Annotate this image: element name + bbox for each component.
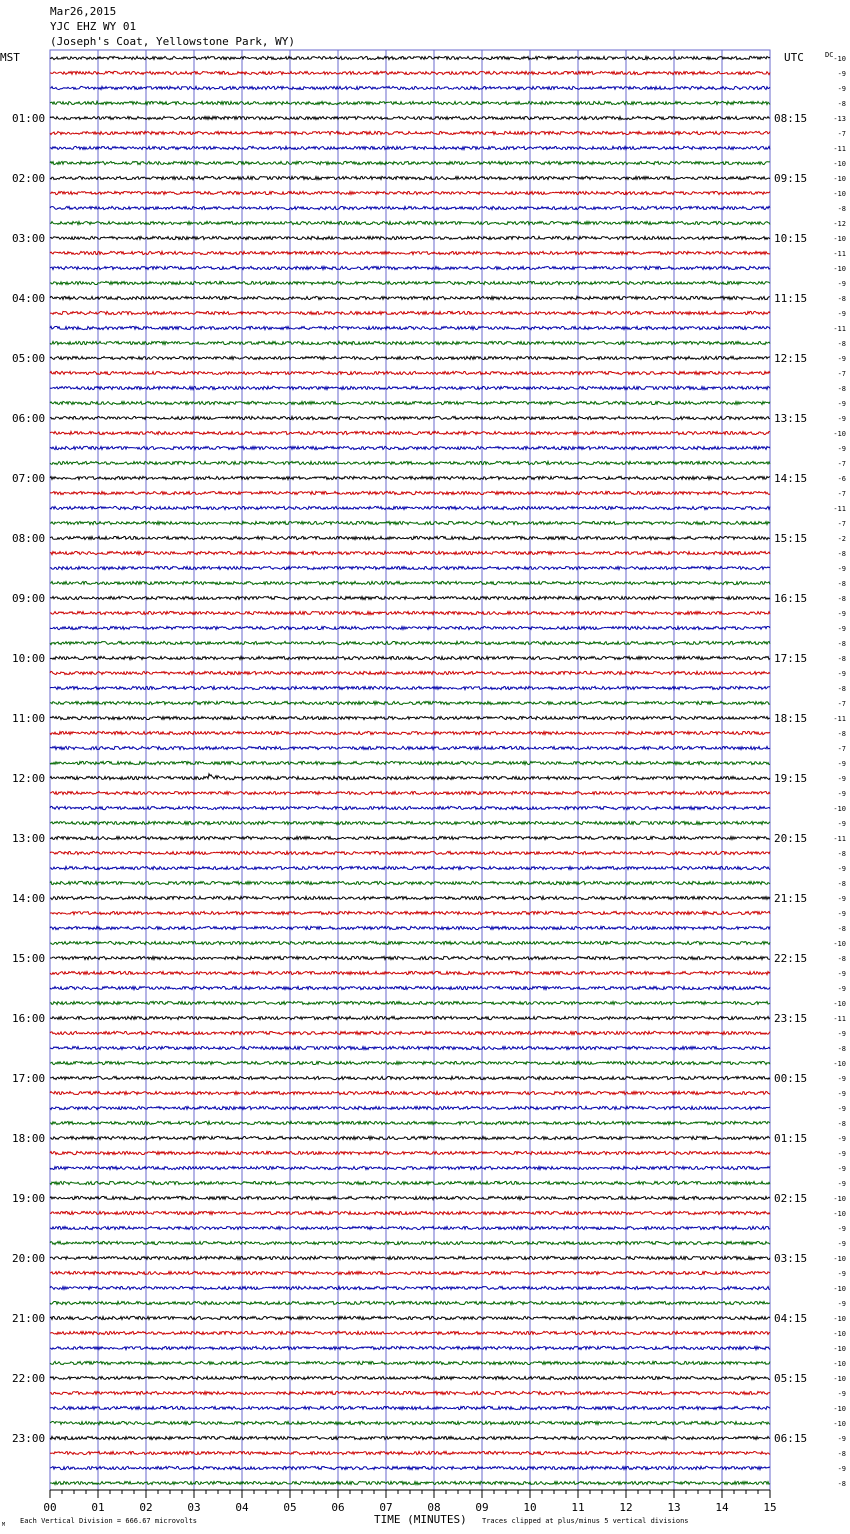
dc-offset-value: -8 bbox=[837, 685, 846, 693]
dc-offset-value: -9 bbox=[837, 985, 846, 993]
dc-offset-value: -10 bbox=[833, 940, 846, 948]
utc-hour-label: 23:15 bbox=[774, 1012, 808, 1025]
utc-hour-label: 04:15 bbox=[774, 1312, 808, 1325]
dc-offset-value: -7 bbox=[837, 700, 846, 708]
trace-line bbox=[50, 1451, 770, 1454]
trace-line bbox=[50, 401, 770, 404]
dc-offset-value: -10 bbox=[833, 1330, 846, 1338]
x-tick-label: 04 bbox=[235, 1501, 249, 1514]
x-tick-label: 03 bbox=[187, 1501, 201, 1514]
dc-offset-value: -9 bbox=[837, 280, 846, 288]
dc-offset-value: -8 bbox=[837, 730, 846, 738]
mst-hour-label: 03:00 bbox=[12, 232, 46, 245]
dc-offset-value: -7 bbox=[837, 370, 846, 378]
trace-line bbox=[50, 1256, 770, 1259]
x-tick-label: 09 bbox=[475, 1501, 489, 1514]
dc-offset-value: -6 bbox=[837, 475, 846, 483]
dc-offset-value: -9 bbox=[837, 625, 846, 633]
dc-offset-value: -10 bbox=[833, 235, 846, 243]
trace-line bbox=[50, 1151, 770, 1154]
trace-line bbox=[50, 1421, 770, 1424]
dc-offset-value: -11 bbox=[833, 325, 846, 333]
trace-line bbox=[50, 1121, 770, 1124]
trace-line bbox=[50, 1016, 770, 1019]
plot-date: Mar26,2015 bbox=[50, 5, 117, 18]
station-code: YJC EHZ WY 01 bbox=[50, 20, 137, 33]
dc-offset-value: -8 bbox=[837, 1480, 846, 1488]
dc-offset-value: -10 bbox=[833, 1315, 846, 1323]
utc-hour-label: 00:15 bbox=[774, 1072, 808, 1085]
mst-hour-label: 11:00 bbox=[12, 712, 46, 725]
dc-offset-value: -8 bbox=[837, 925, 846, 933]
trace-line bbox=[50, 1046, 770, 1049]
x-tick-label: 07 bbox=[379, 1501, 393, 1514]
dc-offset-value: -9 bbox=[837, 1390, 846, 1398]
trace-line bbox=[50, 1001, 770, 1004]
dc-offset-value: -8 bbox=[837, 955, 846, 963]
trace-line bbox=[50, 386, 770, 389]
trace-line bbox=[50, 956, 770, 959]
trace-line bbox=[50, 746, 770, 749]
trace-line bbox=[50, 281, 770, 284]
utc-hour-label: 16:15 bbox=[774, 592, 808, 605]
utc-hour-label: 11:15 bbox=[774, 292, 808, 305]
trace-line bbox=[50, 1346, 770, 1349]
dc-offset-value: -9 bbox=[837, 445, 846, 453]
dc-offset-value: -9 bbox=[837, 415, 846, 423]
seismic-traces bbox=[50, 56, 770, 1484]
trace-line bbox=[50, 881, 770, 884]
mst-hour-label: 10:00 bbox=[12, 652, 46, 665]
dc-offset-value: -11 bbox=[833, 1015, 846, 1023]
trace-line bbox=[50, 986, 770, 989]
dc-offset-value: -9 bbox=[837, 1240, 846, 1248]
trace-line bbox=[50, 266, 770, 269]
dc-offset-value: -9 bbox=[837, 865, 846, 873]
trace-line bbox=[50, 206, 770, 209]
dc-offset-value: -9 bbox=[837, 970, 846, 978]
trace-line bbox=[50, 521, 770, 524]
mst-hour-label: 12:00 bbox=[12, 772, 46, 785]
trace-line bbox=[50, 1391, 770, 1394]
x-tick-label: 14 bbox=[715, 1501, 729, 1514]
trace-line bbox=[50, 1481, 770, 1484]
mst-zone-label: MST bbox=[0, 51, 20, 64]
trace-line bbox=[50, 701, 770, 704]
dc-offset-value: -8 bbox=[837, 295, 846, 303]
trace-line bbox=[50, 1166, 770, 1169]
trace-line bbox=[50, 1316, 770, 1319]
dc-offset-value: -10 bbox=[833, 1375, 846, 1383]
dc-offset-value: -9 bbox=[837, 1435, 846, 1443]
x-tick-label: 15 bbox=[763, 1501, 777, 1514]
utc-hour-label: 02:15 bbox=[774, 1192, 808, 1205]
trace-line bbox=[50, 821, 770, 824]
utc-hour-label: 01:15 bbox=[774, 1132, 808, 1145]
trace-line bbox=[50, 1106, 770, 1109]
mst-hour-label: 23:00 bbox=[12, 1432, 46, 1445]
dc-offset-value: -9 bbox=[837, 670, 846, 678]
dc-offset-value: -10 bbox=[833, 1345, 846, 1353]
dc-offset-value: -9 bbox=[837, 1165, 846, 1173]
dc-offset-value: -9 bbox=[837, 1105, 846, 1113]
utc-zone-label: UTC bbox=[784, 51, 804, 64]
dc-offset-value: -9 bbox=[837, 1225, 846, 1233]
trace-line bbox=[50, 296, 770, 299]
trace-line bbox=[50, 446, 770, 449]
dc-offset-value: -9 bbox=[837, 895, 846, 903]
dc-offset-value: -11 bbox=[833, 715, 846, 723]
x-tick-label: 01 bbox=[91, 1501, 105, 1514]
mst-hour-label: 06:00 bbox=[12, 412, 46, 425]
utc-hour-label: 10:15 bbox=[774, 232, 808, 245]
utc-hour-label: 19:15 bbox=[774, 772, 808, 785]
dc-offset-value: -9 bbox=[837, 85, 846, 93]
x-tick-label: 08 bbox=[427, 1501, 441, 1514]
trace-line bbox=[50, 791, 770, 794]
trace-line bbox=[50, 341, 770, 344]
x-axis-title: TIME (MINUTES) bbox=[374, 1513, 467, 1526]
utc-hour-label: 12:15 bbox=[774, 352, 808, 365]
dc-offset-value: -9 bbox=[837, 70, 846, 78]
dc-offset-value: -13 bbox=[833, 115, 846, 123]
mst-hour-label: 01:00 bbox=[12, 112, 46, 125]
dc-offset-value: -10 bbox=[833, 265, 846, 273]
trace-line bbox=[50, 176, 770, 179]
trace-line bbox=[50, 236, 770, 239]
dc-offset-value: -12 bbox=[833, 220, 846, 228]
dc-offset-value: -10 bbox=[833, 55, 846, 63]
utc-hour-label: 18:15 bbox=[774, 712, 808, 725]
dc-offset-value: -10 bbox=[833, 1285, 846, 1293]
x-tick-label: 06 bbox=[331, 1501, 345, 1514]
trace-line bbox=[50, 1031, 770, 1034]
trace-line bbox=[50, 221, 770, 224]
trace-line bbox=[50, 416, 770, 419]
mst-hour-label: 18:00 bbox=[12, 1132, 46, 1145]
mst-hour-label: 22:00 bbox=[12, 1372, 46, 1385]
trace-line bbox=[50, 311, 770, 314]
mst-hour-label: 20:00 bbox=[12, 1252, 46, 1265]
trace-line bbox=[50, 371, 770, 374]
trace-line bbox=[50, 551, 770, 554]
trace-line bbox=[50, 1286, 770, 1289]
trace-line bbox=[50, 1466, 770, 1469]
dc-offset-value: -9 bbox=[837, 1150, 846, 1158]
trace-line bbox=[50, 911, 770, 914]
trace-line bbox=[50, 1196, 770, 1199]
dc-offset-value: -8 bbox=[837, 100, 846, 108]
dc-offset-value: -10 bbox=[833, 160, 846, 168]
dc-offset-value: -9 bbox=[837, 760, 846, 768]
dc-offset-value: -9 bbox=[837, 1075, 846, 1083]
dc-offset-value: -11 bbox=[833, 505, 846, 513]
trace-line bbox=[50, 1406, 770, 1409]
dc-offset-value: -8 bbox=[837, 640, 846, 648]
station-location: (Joseph's Coat, Yellowstone Park, WY) bbox=[50, 35, 296, 48]
trace-line bbox=[50, 626, 770, 629]
utc-hour-labels bbox=[774, 112, 807, 1445]
dc-offset-value: -8 bbox=[837, 655, 846, 663]
trace-line bbox=[50, 806, 770, 809]
trace-line bbox=[50, 1376, 770, 1379]
utc-hour-label: 22:15 bbox=[774, 952, 808, 965]
mst-hour-label: 16:00 bbox=[12, 1012, 46, 1025]
trace-line bbox=[50, 641, 770, 644]
vertical-division-note: Each Vertical Division = 666.67 microvolts bbox=[20, 1517, 198, 1525]
utc-hour-label: 17:15 bbox=[774, 652, 808, 665]
trace-line bbox=[50, 611, 770, 614]
trace-line bbox=[50, 1226, 770, 1229]
trace-line bbox=[50, 1061, 770, 1064]
x-tick-label: 05 bbox=[283, 1501, 297, 1514]
trace-line bbox=[50, 56, 770, 59]
dc-offset-value: -10 bbox=[833, 1255, 846, 1263]
mst-hour-labels bbox=[12, 112, 45, 1445]
dc-offset-value: -9 bbox=[837, 820, 846, 828]
utc-hour-label: 09:15 bbox=[774, 172, 808, 185]
dc-offset-value: -9 bbox=[837, 1090, 846, 1098]
dc-offset-value: -10 bbox=[833, 1210, 846, 1218]
mst-hour-label: 09:00 bbox=[12, 592, 46, 605]
x-tick-label: 12 bbox=[619, 1501, 633, 1514]
trace-line bbox=[50, 851, 770, 854]
dc-offset-value: -9 bbox=[837, 775, 846, 783]
trace-line bbox=[50, 461, 770, 464]
trace-line bbox=[50, 161, 770, 164]
trace-line bbox=[50, 926, 770, 929]
dc-offset-value: -10 bbox=[833, 430, 846, 438]
trace-line bbox=[50, 1091, 770, 1094]
dc-offset-labels bbox=[833, 55, 846, 1488]
trace-line bbox=[50, 866, 770, 869]
trace-line bbox=[50, 506, 770, 509]
trace-line bbox=[50, 671, 770, 674]
mst-hour-label: 21:00 bbox=[12, 1312, 46, 1325]
trace-line bbox=[50, 131, 770, 134]
dc-offset-value: -11 bbox=[833, 250, 846, 258]
mst-hour-label: 14:00 bbox=[12, 892, 46, 905]
utc-hour-label: 05:15 bbox=[774, 1372, 808, 1385]
utc-hour-label: 15:15 bbox=[774, 532, 808, 545]
trace-line bbox=[50, 1436, 770, 1439]
dc-offset-value: -7 bbox=[837, 130, 846, 138]
trace-line bbox=[50, 1241, 770, 1244]
dc-offset-value: -9 bbox=[837, 1465, 846, 1473]
dc-offset-value: -8 bbox=[837, 1045, 846, 1053]
trace-line bbox=[50, 1271, 770, 1274]
dc-offset-value: -9 bbox=[837, 910, 846, 918]
trace-line bbox=[50, 251, 770, 254]
dc-offset-value: -10 bbox=[833, 1405, 846, 1413]
mst-hour-label: 17:00 bbox=[12, 1072, 46, 1085]
trace-line bbox=[50, 836, 770, 839]
dc-offset-value: -9 bbox=[837, 310, 846, 318]
mst-hour-label: 07:00 bbox=[12, 472, 46, 485]
dc-offset-value: -10 bbox=[833, 1060, 846, 1068]
trace-line bbox=[50, 146, 770, 149]
dc-offset-value: -8 bbox=[837, 850, 846, 858]
utc-hour-label: 21:15 bbox=[774, 892, 808, 905]
mst-hour-label: 05:00 bbox=[12, 352, 46, 365]
dc-offset-value: -9 bbox=[837, 1180, 846, 1188]
dc-offset-value: -11 bbox=[833, 145, 846, 153]
dc-offset-value: -8 bbox=[837, 340, 846, 348]
trace-line bbox=[50, 536, 770, 539]
dc-offset-value: -11 bbox=[833, 835, 846, 843]
dc-offset-value: -10 bbox=[833, 805, 846, 813]
trace-line bbox=[50, 1136, 770, 1139]
trace-line bbox=[50, 971, 770, 974]
mst-hour-label: 08:00 bbox=[12, 532, 46, 545]
utc-hour-label: 03:15 bbox=[774, 1252, 808, 1265]
trace-line bbox=[50, 896, 770, 899]
mst-hour-label: 04:00 bbox=[12, 292, 46, 305]
trace-line bbox=[50, 731, 770, 734]
dc-offset-value: -2 bbox=[837, 535, 846, 543]
dc-offset-value: -7 bbox=[837, 745, 846, 753]
x-tick-label: 02 bbox=[139, 1501, 153, 1514]
dc-offset-value: -10 bbox=[833, 1195, 846, 1203]
utc-hour-label: 14:15 bbox=[774, 472, 808, 485]
trace-line bbox=[50, 1076, 770, 1079]
trace-line bbox=[50, 71, 770, 74]
dc-offset-value: -9 bbox=[837, 610, 846, 618]
dc-offset-value: -9 bbox=[837, 1030, 846, 1038]
trace-line bbox=[50, 116, 770, 119]
trace-line bbox=[50, 761, 770, 764]
corner-mark: M bbox=[2, 1522, 6, 1528]
trace-line bbox=[50, 1181, 770, 1184]
trace-line bbox=[50, 476, 770, 479]
trace-line bbox=[50, 356, 770, 359]
utc-hour-label: 20:15 bbox=[774, 832, 808, 845]
trace-line bbox=[50, 86, 770, 89]
utc-hour-label: 06:15 bbox=[774, 1432, 808, 1445]
trace-line bbox=[50, 656, 770, 659]
trace-line bbox=[50, 491, 770, 494]
trace-line bbox=[50, 1331, 770, 1334]
trace-line bbox=[50, 1361, 770, 1364]
x-tick-label: 13 bbox=[667, 1501, 681, 1514]
trace-line bbox=[50, 686, 770, 689]
trace-line bbox=[50, 1211, 770, 1214]
dc-offset-value: -8 bbox=[837, 550, 846, 558]
trace-line bbox=[50, 1301, 770, 1304]
trace-line bbox=[50, 716, 770, 719]
dc-offset-value: -9 bbox=[837, 565, 846, 573]
dc-offset-value: -9 bbox=[837, 355, 846, 363]
dc-offset-value: -10 bbox=[833, 1360, 846, 1368]
trace-line bbox=[50, 326, 770, 329]
dc-offset-value: -9 bbox=[837, 1300, 846, 1308]
trace-line bbox=[50, 431, 770, 434]
trace-line bbox=[50, 774, 770, 780]
dc-offset-value: -7 bbox=[837, 520, 846, 528]
dc-offset-value: -9 bbox=[837, 790, 846, 798]
trace-line bbox=[50, 941, 770, 944]
dc-offset-value: -10 bbox=[833, 1420, 846, 1428]
dc-offset-value: -9 bbox=[837, 400, 846, 408]
utc-hour-label: 13:15 bbox=[774, 412, 808, 425]
dc-offset-value: -8 bbox=[837, 205, 846, 213]
dc-offset-value: -7 bbox=[837, 490, 846, 498]
trace-line bbox=[50, 581, 770, 584]
dc-offset-value: -8 bbox=[837, 1120, 846, 1128]
dc-offset-value: -9 bbox=[837, 1135, 846, 1143]
dc-column-label: DC bbox=[825, 51, 834, 59]
dc-offset-value: -10 bbox=[833, 1000, 846, 1008]
dc-offset-value: -10 bbox=[833, 175, 846, 183]
dc-offset-value: -9 bbox=[837, 1270, 846, 1278]
dc-offset-value: -7 bbox=[837, 460, 846, 468]
dc-offset-value: -10 bbox=[833, 190, 846, 198]
mst-hour-label: 19:00 bbox=[12, 1192, 46, 1205]
x-tick-label: 00 bbox=[43, 1501, 57, 1514]
dc-offset-value: -8 bbox=[837, 880, 846, 888]
dc-offset-value: -8 bbox=[837, 580, 846, 588]
mst-hour-label: 15:00 bbox=[12, 952, 46, 965]
utc-hour-label: 08:15 bbox=[774, 112, 808, 125]
mst-hour-label: 02:00 bbox=[12, 172, 46, 185]
time-axis bbox=[43, 1490, 776, 1514]
trace-line bbox=[50, 596, 770, 599]
x-tick-label: 10 bbox=[523, 1501, 537, 1514]
mst-hour-label: 13:00 bbox=[12, 832, 46, 845]
dc-offset-value: -8 bbox=[837, 1450, 846, 1458]
clipping-note: Traces clipped at plus/minus 5 vertical divisions bbox=[482, 1517, 689, 1525]
dc-offset-value: -8 bbox=[837, 595, 846, 603]
dc-offset-value: -8 bbox=[837, 385, 846, 393]
trace-line bbox=[50, 191, 770, 194]
trace-line bbox=[50, 101, 770, 104]
x-tick-label: 11 bbox=[571, 1501, 585, 1514]
trace-line bbox=[50, 566, 770, 569]
